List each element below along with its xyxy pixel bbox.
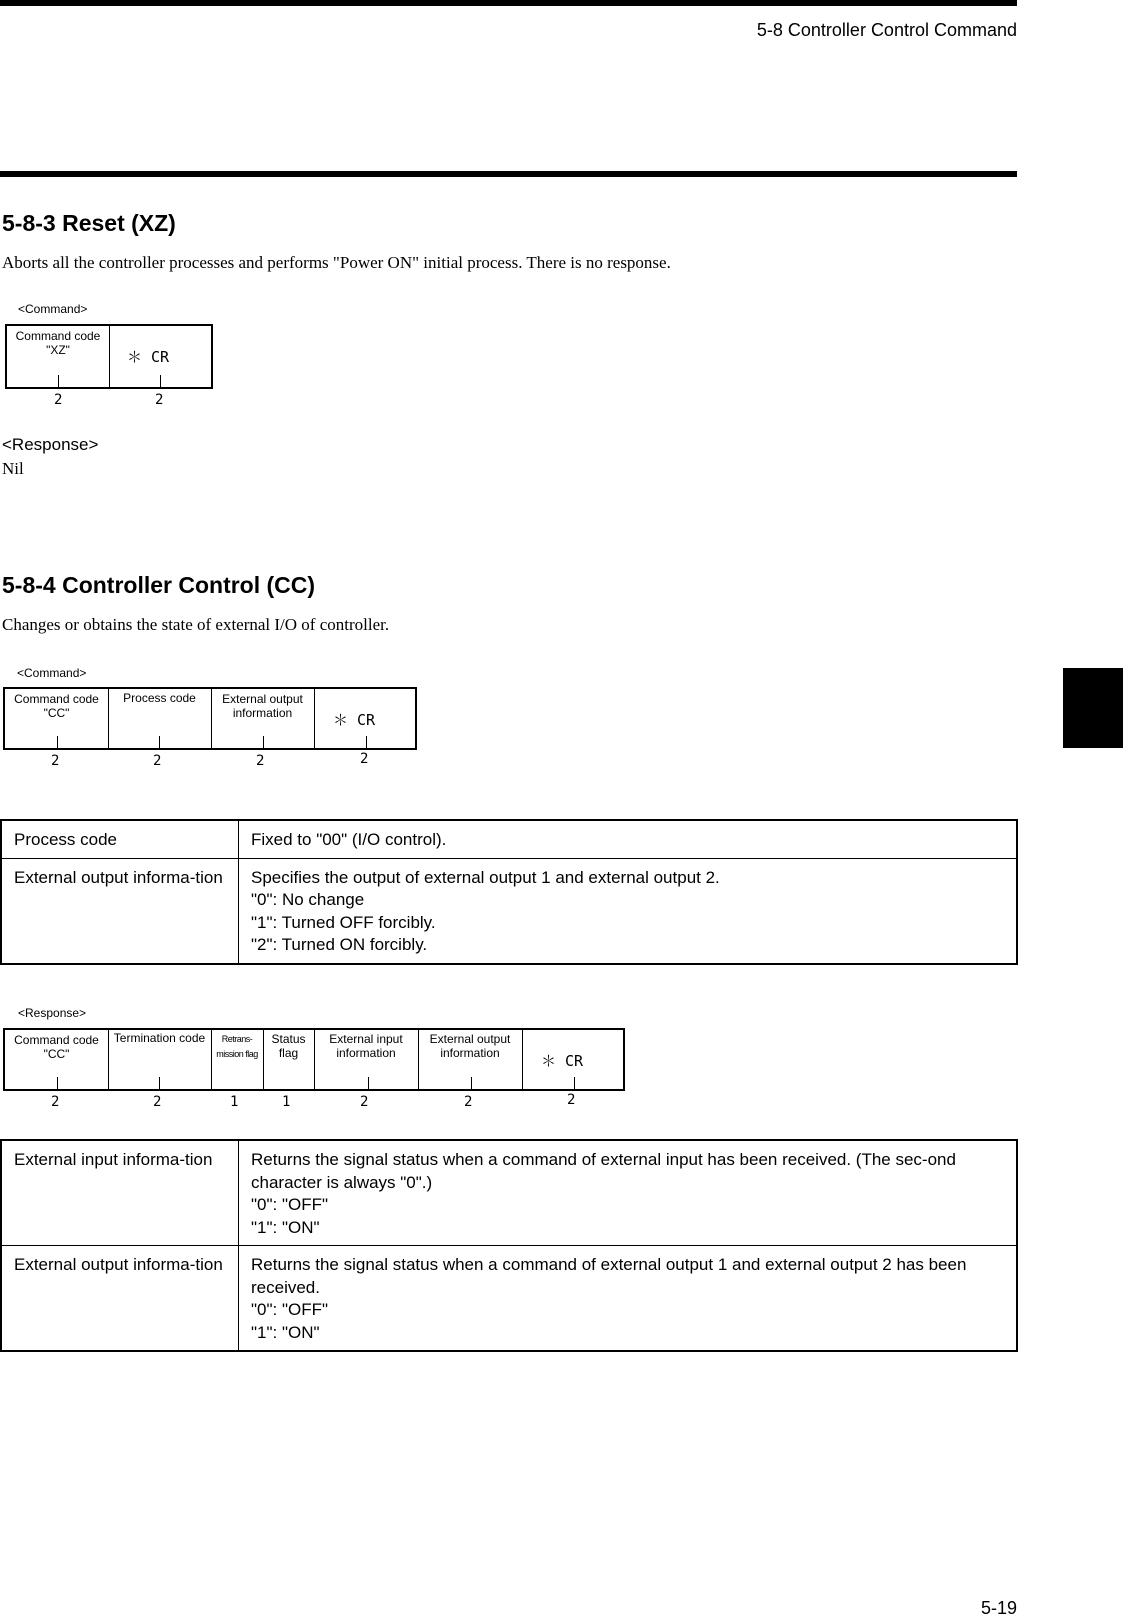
frame-divider bbox=[314, 689, 315, 748]
field-retransmission-flag: Retrans-mission flag bbox=[216, 1034, 258, 1059]
response-text-xz: Nil bbox=[2, 459, 24, 478]
param-name: External output informa-tion bbox=[1, 858, 239, 964]
frame-divider bbox=[522, 1030, 523, 1089]
field-terminator: ＊ CR bbox=[127, 348, 170, 366]
table-row bbox=[1, 820, 1017, 858]
field-command-code: Command code "XZ" bbox=[15, 329, 101, 357]
size-tick bbox=[57, 1077, 58, 1091]
field-size: 2 bbox=[256, 753, 265, 769]
field-size: 2 bbox=[51, 1094, 60, 1110]
section-title-cc: 5-8-4 Controller Control (CC) bbox=[2, 572, 316, 598]
size-tick bbox=[263, 736, 264, 750]
field-external-input-info: External input information bbox=[329, 1032, 403, 1060]
size-tick bbox=[366, 736, 367, 750]
field-size: 2 bbox=[360, 751, 369, 767]
command-param-table bbox=[0, 819, 1018, 965]
field-termination-code: Termination code bbox=[113, 1031, 206, 1045]
response-label-xz: <Response> bbox=[2, 435, 99, 454]
command-label-xz: <Command> bbox=[18, 302, 88, 316]
field-status-flag: Status flag bbox=[271, 1032, 306, 1060]
size-tick bbox=[574, 1077, 575, 1091]
response-frame-cc bbox=[3, 1028, 625, 1091]
description-line: Fixed to "00" (I/O control). bbox=[251, 830, 447, 849]
size-tick bbox=[159, 1077, 160, 1091]
section-intro-cc: Changes or obtains the state of external I/O of controller. bbox=[2, 615, 390, 634]
field-external-output-info: External output information bbox=[222, 692, 303, 720]
field-command-code: Command code "CC" bbox=[14, 1033, 99, 1061]
top-rule bbox=[0, 0, 1017, 6]
field-terminator: ＊ CR bbox=[333, 711, 376, 729]
description-line: "1": "ON" bbox=[251, 1217, 320, 1237]
table-row bbox=[1, 1246, 1017, 1352]
frame-divider bbox=[109, 326, 110, 387]
description-line: "1": "ON" bbox=[251, 1322, 320, 1342]
description-line: "0": No change bbox=[251, 890, 365, 909]
description-line: Specifies the output of external output 1 and external output 2. bbox=[251, 867, 720, 887]
param-description bbox=[239, 820, 1018, 858]
section-intro-xz: Aborts all the controller processes and performs "Power ON" initial process. There is no response. bbox=[2, 253, 671, 272]
table-row bbox=[1, 1140, 1017, 1246]
description-line: Returns the signal status when a command of external output 1 and external output 2 has been received. bbox=[251, 1255, 967, 1297]
field-size: 1 bbox=[282, 1094, 291, 1110]
description-line: "2": Turned ON forcibly. bbox=[251, 935, 428, 954]
param-description bbox=[239, 1246, 1018, 1352]
size-tick bbox=[471, 1077, 472, 1091]
section-rule bbox=[0, 171, 1017, 177]
page-number: 5-19 bbox=[980, 1598, 1017, 1618]
field-size: 1 bbox=[230, 1094, 239, 1110]
field-command-code: Command code "CC" bbox=[14, 692, 99, 720]
param-description bbox=[239, 858, 1018, 964]
param-name: External input informa-tion bbox=[1, 1140, 239, 1246]
field-size: 2 bbox=[360, 1094, 369, 1110]
command-frame-xz bbox=[5, 324, 213, 389]
field-size: 2 bbox=[567, 1092, 576, 1108]
param-description bbox=[239, 1140, 1018, 1246]
description-line: "1": Turned OFF forcibly. bbox=[251, 912, 436, 932]
running-header: 5-8 Controller Control Command bbox=[756, 20, 1017, 40]
param-name: Process code bbox=[1, 820, 239, 858]
description-line: "0": "OFF" bbox=[251, 1300, 329, 1319]
param-name: External output informa-tion bbox=[1, 1246, 239, 1352]
field-size: 2 bbox=[51, 753, 60, 769]
size-tick bbox=[159, 736, 160, 750]
size-tick bbox=[58, 375, 59, 389]
section-title-xz: 5-8-3 Reset (XZ) bbox=[2, 210, 176, 236]
field-size: 2 bbox=[153, 1094, 162, 1110]
command-frame-cc bbox=[3, 687, 417, 750]
response-label-cc: <Response> bbox=[18, 1006, 87, 1020]
field-size: 2 bbox=[464, 1094, 473, 1110]
field-size: 2 bbox=[54, 392, 63, 408]
size-tick bbox=[57, 736, 58, 750]
field-size: 2 bbox=[155, 392, 164, 408]
chapter-tab bbox=[1063, 668, 1123, 748]
response-param-table bbox=[0, 1139, 1018, 1352]
description-line: Returns the signal status when a command of external input has been received. (The sec-ond character is always "0".) bbox=[251, 1150, 956, 1192]
size-tick bbox=[368, 1077, 369, 1091]
field-size: 2 bbox=[153, 753, 162, 769]
table-row bbox=[1, 858, 1017, 964]
description-line: "0": "OFF" bbox=[251, 1195, 329, 1214]
field-external-output-info: External output information bbox=[429, 1032, 511, 1060]
field-terminator: ＊ CR bbox=[541, 1052, 584, 1070]
size-tick bbox=[160, 375, 161, 389]
command-label-cc: <Command> bbox=[17, 666, 87, 680]
field-process-code: Process code bbox=[123, 691, 196, 705]
